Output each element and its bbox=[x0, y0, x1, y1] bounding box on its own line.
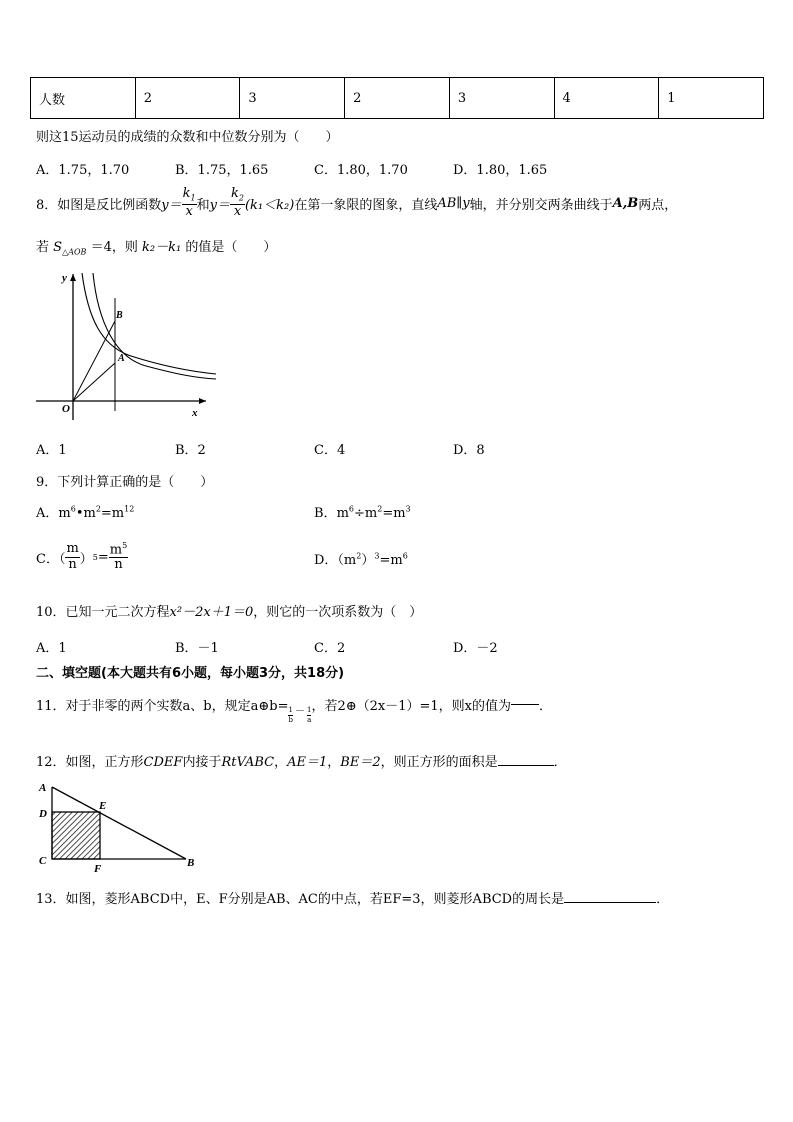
label-d: D bbox=[39, 808, 47, 820]
label-c: C bbox=[39, 855, 47, 867]
square-cdef bbox=[52, 812, 100, 859]
label-x: x bbox=[192, 407, 198, 419]
q13-stem-text: 13．如图，菱形ABCD中，E、F分别是AB、AC的中点，若EF=3，则菱形ABCD的周长是 bbox=[36, 892, 565, 907]
q7-option-c: C．1.80，1.70 bbox=[314, 163, 408, 178]
q9a-exp2: 2 bbox=[95, 504, 101, 514]
count-table bbox=[30, 77, 764, 119]
q12-comma: ， bbox=[327, 755, 341, 770]
q9c-exp: 5 bbox=[92, 552, 98, 562]
q11-answer-blank[interactable] bbox=[511, 703, 539, 705]
q11-stem bbox=[36, 686, 552, 722]
q9a-eq: =m bbox=[100, 506, 125, 521]
q8-frac-1 bbox=[182, 187, 197, 219]
q10-stem-a: 10．已知一元二次方程 bbox=[36, 605, 170, 620]
label-b: B bbox=[116, 310, 123, 321]
q10-option-d: D．－2 bbox=[453, 641, 498, 656]
q9a-label: A． bbox=[36, 506, 59, 521]
q9c-num: m bbox=[66, 541, 79, 557]
label-o: O bbox=[62, 403, 70, 415]
q8-k1-sub: 1 bbox=[190, 193, 196, 203]
q7-option-b: B．1.75，1.65 bbox=[175, 163, 269, 178]
q8-frac1-den: x bbox=[185, 203, 193, 219]
section-title: 二、填空题(本大题共有6小题，每小题3分，共18分) bbox=[36, 666, 345, 681]
x-axis-arrow-icon bbox=[199, 398, 206, 404]
q8-and: 和 bbox=[196, 197, 210, 213]
q10-option-a: A．1 bbox=[36, 641, 67, 656]
q9-option-b bbox=[314, 502, 411, 521]
label-f: F bbox=[94, 863, 102, 872]
q8-k2-sub: 2 bbox=[238, 193, 244, 203]
q9c-eq: = bbox=[97, 549, 109, 565]
q8-y-eq: y＝ bbox=[161, 197, 182, 213]
curve-k1 bbox=[82, 273, 216, 374]
table-cell: 1 bbox=[659, 78, 764, 119]
q9-option-d bbox=[314, 549, 408, 568]
q10-stem-b: ，则它的一次项系数为（ ） bbox=[253, 605, 423, 620]
q9a-base1: m bbox=[58, 506, 71, 521]
q8-rest: 轴，并分别交两条曲线于 bbox=[469, 197, 613, 213]
table-cell: 3 bbox=[240, 78, 345, 119]
label-a: A bbox=[118, 353, 125, 364]
q11-stem-b: ，若2⊕（2x－1）=1，则x的值为 bbox=[311, 698, 511, 714]
q9c-label: C．（ bbox=[36, 551, 66, 567]
q8-mid: 在第一象限的图象，直线 bbox=[294, 197, 438, 213]
q9b-base1: m bbox=[336, 506, 349, 521]
q9b-eq: =m bbox=[382, 506, 406, 521]
q9d-eq: =m bbox=[379, 553, 403, 568]
q11-end: ． bbox=[538, 698, 552, 714]
segment-ob bbox=[73, 321, 115, 401]
q8-line2-c: 的值是（ ） bbox=[185, 240, 277, 255]
q13-stem bbox=[36, 888, 669, 907]
q12-stem-a: 12．如图，正方形 bbox=[36, 755, 144, 770]
table-cell: 3 bbox=[449, 78, 554, 119]
q13-end: ． bbox=[656, 892, 670, 907]
q11-frac1 bbox=[288, 706, 292, 725]
y-axis-arrow-icon bbox=[70, 274, 76, 281]
q12-stem bbox=[36, 751, 567, 770]
q9a-base2: m bbox=[83, 506, 96, 521]
q12-rt: RtVABC bbox=[221, 755, 275, 770]
q9d-close: ） bbox=[361, 553, 375, 568]
label-e: E bbox=[99, 800, 107, 812]
q12-stem-d: ，则正方形的面积是 bbox=[380, 755, 498, 770]
q9d-label: D．（m bbox=[314, 553, 357, 568]
label-b: B bbox=[187, 857, 195, 869]
q12-cdef: CDEF bbox=[143, 755, 183, 770]
q9b-exp1: 6 bbox=[348, 504, 354, 514]
q9c-frac bbox=[65, 542, 79, 572]
q11-f1-den: b bbox=[288, 715, 293, 724]
q8-frac2-den: x bbox=[233, 203, 242, 219]
q9c-den2: n bbox=[114, 557, 123, 573]
q11-f1-num: 1 bbox=[288, 705, 293, 714]
q9a-exp1: 6 bbox=[70, 504, 76, 514]
q8-y-eq-2: y＝ bbox=[209, 197, 230, 213]
q10-option-b: B．－1 bbox=[175, 641, 219, 656]
q11-f2-num: 1 bbox=[306, 705, 312, 714]
q8-k2: k bbox=[231, 186, 239, 202]
q8-points: A,B bbox=[612, 195, 639, 211]
q9a-exp3: 12 bbox=[124, 504, 135, 514]
q9d-exp2: 3 bbox=[374, 551, 380, 561]
q8-k-expr: k₂－k₁ bbox=[142, 240, 182, 255]
q9c-den: n bbox=[68, 556, 77, 572]
q9c-close: ） bbox=[79, 551, 93, 567]
q8-s-sub: △AOB bbox=[62, 247, 87, 257]
q8-option-d: D．8 bbox=[453, 443, 485, 458]
q9c-num2: m bbox=[109, 541, 123, 557]
q9b-exp3: 3 bbox=[405, 504, 411, 514]
q8-line2-b: ＝4，则 bbox=[90, 240, 138, 255]
q8-option-b: B．2 bbox=[175, 443, 206, 458]
q8-k1: k bbox=[182, 186, 191, 202]
q11-minus: － bbox=[294, 705, 305, 717]
q8-stem-line2 bbox=[36, 236, 276, 257]
q7-option-a: A．1.75，1.70 bbox=[36, 163, 130, 178]
q12-answer-blank[interactable] bbox=[498, 764, 554, 766]
q8-condition: (k₁＜k₂) bbox=[244, 197, 295, 213]
q9b-div: ÷ bbox=[353, 506, 365, 521]
q9a-dot: • bbox=[75, 506, 84, 521]
q10-option-c: C．2 bbox=[314, 641, 346, 656]
q12-end: ． bbox=[553, 755, 567, 770]
q12-stem-b: 内接于 bbox=[182, 755, 222, 770]
q8-frac-2 bbox=[230, 187, 245, 219]
q8-stem-line1 bbox=[36, 184, 677, 222]
q7-option-d: D．1.80，1.65 bbox=[453, 163, 548, 178]
table-header-cell: 人数 bbox=[31, 78, 136, 119]
q8-s: S bbox=[53, 240, 63, 255]
q9c-frac2 bbox=[109, 542, 128, 573]
label-y: y bbox=[62, 272, 67, 284]
q11-stem-a: 11．对于非零的两个实数a、b，规定a⊕b= bbox=[36, 698, 289, 714]
q7-stem: 则这15运动员的成绩的众数和中位数分别为（ ） bbox=[36, 130, 339, 145]
q10-stem bbox=[36, 601, 422, 620]
q9d-exp1: 2 bbox=[356, 551, 362, 561]
q9d-exp3: 6 bbox=[402, 551, 408, 561]
q8-end: 两点， bbox=[638, 197, 678, 213]
q12-graph bbox=[36, 780, 206, 872]
q8-graph bbox=[36, 268, 221, 420]
table-cell: 2 bbox=[135, 78, 240, 119]
q13-answer-blank[interactable] bbox=[564, 901, 656, 903]
q9-stem: 9．下列计算正确的是（ ） bbox=[36, 475, 214, 490]
q8-prefix: 8．如图是反比例函数 bbox=[36, 197, 162, 213]
q9c-num2-exp: 5 bbox=[122, 540, 128, 550]
q8-line2-a: 若 bbox=[36, 240, 50, 255]
table-row bbox=[31, 78, 764, 119]
q9b-base2: m bbox=[364, 506, 378, 521]
q9b-exp2: 2 bbox=[377, 504, 383, 514]
q9b-label: B． bbox=[314, 506, 337, 521]
table-cell: 4 bbox=[554, 78, 659, 119]
q12-be: BE＝2 bbox=[340, 755, 381, 770]
q12-ae: AE＝1 bbox=[287, 755, 328, 770]
q8-option-c: C．4 bbox=[314, 443, 346, 458]
label-a: A bbox=[39, 782, 47, 794]
segment-oa bbox=[73, 363, 115, 401]
q10-equation: x²－2x＋1＝0 bbox=[169, 605, 254, 620]
q12-stem-c: ， bbox=[274, 755, 288, 770]
q8-ab: AB∥y bbox=[437, 195, 470, 211]
table-cell: 2 bbox=[345, 78, 450, 119]
q8-option-a: A．1 bbox=[36, 443, 67, 458]
q11-f2-den: a bbox=[307, 715, 312, 724]
q9-option-a bbox=[36, 502, 134, 521]
q9-option-c bbox=[36, 537, 128, 577]
